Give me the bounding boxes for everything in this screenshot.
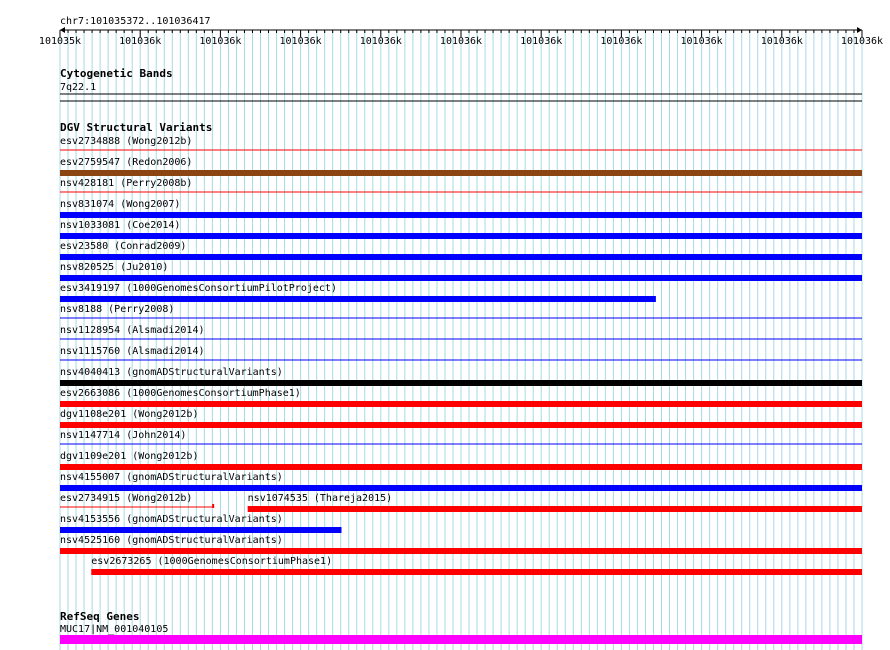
variant-label[interactable]: esv2663086 (1000GenomesConsortiumPhase1) (60, 388, 301, 399)
variant-label[interactable]: esv23580 (Conrad2009) (60, 241, 187, 252)
ruler-tick-label: 101036k (600, 36, 643, 47)
variant-label[interactable]: dgv1108e201 (Wong2012b) (60, 409, 199, 420)
variant-feature-bar[interactable] (60, 464, 862, 470)
variant-label[interactable]: nsv820525 (Ju2010) (60, 262, 169, 273)
variant-feature-bar[interactable] (60, 212, 862, 218)
variant-feature-bar[interactable] (60, 233, 862, 239)
variant-feature-bar[interactable] (60, 485, 862, 491)
variant-label[interactable]: nsv428181 (Perry2008b) (60, 178, 193, 189)
variant-label[interactable]: nsv1128954 (Alsmadi2014) (60, 325, 205, 336)
variant-label[interactable]: esv2734888 (Wong2012b) (60, 136, 193, 147)
variant-label[interactable]: nsv4040413 (gnomADStructuralVariants) (60, 367, 283, 378)
dgv-variant-row (60, 283, 656, 302)
variant-feature-bar[interactable] (60, 422, 862, 428)
variant-label[interactable]: nsv831074 (Wong2007) (60, 199, 181, 210)
variant-label[interactable]: esv2673265 (1000GenomesConsortiumPhase1) (91, 556, 333, 567)
variant-label[interactable]: nsv4155007 (gnomADStructuralVariants) (60, 472, 283, 483)
variant-feature-bar[interactable] (60, 401, 862, 407)
track-title-refseq: RefSeq Genes (60, 610, 140, 623)
variant-feature-bar[interactable] (60, 254, 862, 260)
dgv-variant-row (60, 514, 342, 533)
ruler-tick-label: 101036k (439, 36, 483, 47)
ruler-tick-label: 101036k (520, 36, 563, 47)
ruler-tick-label: 101036k (279, 36, 322, 47)
variant-label[interactable]: nsv4153556 (gnomADStructuralVariants) (60, 514, 283, 525)
variant-feature-bar[interactable] (60, 380, 862, 386)
ruler-tick-label: 101036k (760, 36, 803, 47)
variant-label[interactable]: nsv8188 (Perry2008) (60, 304, 175, 315)
variant-label[interactable]: nsv1115760 (Alsmadi2014) (60, 346, 205, 357)
variant-label[interactable]: esv3419197 (1000GenomesConsortiumPilotProject) (60, 283, 337, 294)
region-label: chr7:101035372..101036417 (60, 16, 211, 27)
variant-label[interactable]: nsv1033081 (Coe2014) (60, 220, 181, 231)
variant-label[interactable]: esv2734915 (Wong2012b) (60, 493, 193, 504)
cytoband-label[interactable]: 7q22.1 (60, 82, 97, 93)
variant-label[interactable]: dgv1109e201 (Wong2012b) (60, 451, 199, 462)
track-title-dgv: DGV Structural Variants (60, 121, 213, 134)
ruler-tick-label: 101036k (680, 36, 723, 47)
ruler-right-arrow-icon[interactable] (857, 27, 862, 33)
variant-label[interactable]: nsv4525160 (gnomADStructuralVariants) (60, 535, 283, 546)
ruler-tick-label: 101036k (359, 36, 402, 47)
variant-feature-bar[interactable] (60, 296, 656, 302)
ruler-left-arrow-icon[interactable] (60, 27, 65, 33)
variant-label[interactable]: nsv1147714 (John2014) (60, 430, 187, 441)
ruler-tick-label: 101036k (199, 36, 242, 47)
variant-feature-bar[interactable] (60, 548, 862, 554)
variant-label[interactable]: nsv1074535 (Thareja2015) (247, 493, 393, 504)
ruler-tick-label: 101035k (38, 36, 82, 47)
variant-feature-bar[interactable] (60, 527, 342, 533)
variant-feature-bar[interactable] (91, 569, 862, 575)
variant-feature-bar[interactable] (60, 170, 862, 176)
ruler-tick-label: 101036k (840, 36, 884, 47)
variant-label[interactable]: esv2759547 (Redon2006) (60, 157, 193, 168)
variant-feature-bar[interactable] (248, 506, 862, 512)
gene-feature-bar[interactable] (60, 635, 862, 644)
ruler-tick-label: 101036k (119, 36, 162, 47)
track-title-cytobands: Cytogenetic Bands (60, 67, 173, 80)
gene-label[interactable]: MUC17|NM_001040105 (60, 624, 169, 635)
variant-feature-bar[interactable] (60, 275, 862, 281)
coordinate-ruler[interactable] (39, 16, 883, 47)
